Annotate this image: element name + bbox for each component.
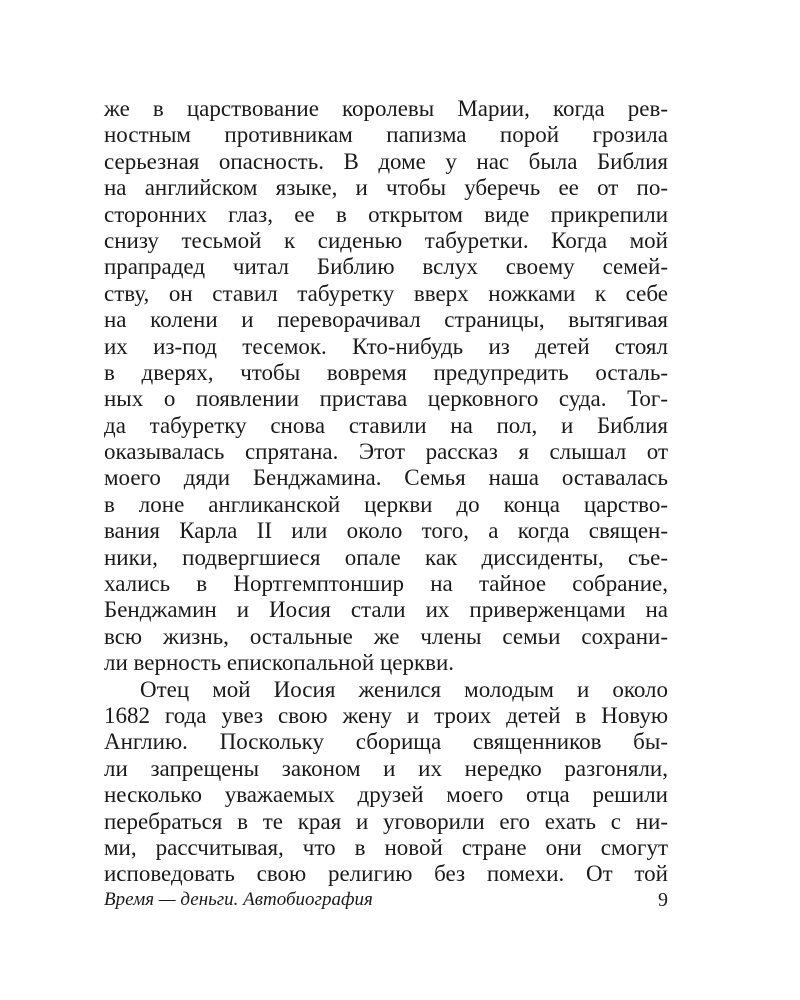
text-line: исповедовать свою религию без помехи. От той	[104, 861, 668, 887]
text-line: 1682 года увез свою жену и троих детей в Новую	[104, 702, 668, 728]
text-line: ли запрещены законом и их нередко разгоняли,	[104, 755, 668, 781]
running-title: Время — деньги. Автобиография	[104, 889, 373, 910]
body-text	[104, 96, 668, 888]
text-line: сторонних глаз, ее в открытом виде прикрепили	[104, 201, 668, 227]
text-line: вания Карла II или около того, а когда священ-	[104, 518, 668, 544]
page-footer	[104, 886, 668, 914]
text-line: снизу тесьмой к сиденью табуретки. Когда мой	[104, 227, 668, 253]
text-line: ники, подвергшиеся опале как диссиденты, съе-	[104, 544, 668, 570]
text-line: Бенджамин и Иосия стали их приверженцами на	[104, 597, 668, 623]
text-line: ми, рассчитывая, что в новой стране они смогут	[104, 834, 668, 860]
text-line: на колени и переворачивал страницы, вытягивая	[104, 307, 668, 333]
text-line-paragraph-start: Отец мой Иосия женился молодым и около	[140, 676, 668, 702]
text-line: Англию. Поскольку сборища священников бы-	[104, 729, 668, 755]
text-line: всю жизнь, остальные же члены семьи сохрани-	[104, 623, 668, 649]
text-line: хались в Нортгемптоншир на тайное собрание,	[104, 571, 668, 597]
text-line: в дверях, чтобы вовремя предупредить осталь-	[104, 359, 668, 385]
text-line-paragraph-end: ли верность епископальной церкви.	[104, 650, 455, 676]
page-number: 9	[658, 889, 668, 911]
text-line: ных о появлении пристава церковного суда. Тог-	[104, 386, 668, 412]
text-line: серьезная опасность. В доме у нас была Библия	[104, 148, 668, 174]
text-line: перебраться в те края и уговорили его ехать с ни-	[104, 808, 668, 834]
text-line: несколько уважаемых друзей моего отца решили	[104, 782, 668, 808]
text-line: ностным противникам папизма порой грозила	[104, 122, 668, 148]
text-line: их из-под тесемок. Кто-нибудь из детей стоял	[104, 333, 668, 359]
text-line: моего дяди Бенджамина. Семья наша оставалась	[104, 465, 668, 491]
text-line: прапрадед читал Библию вслух своему семей-	[104, 254, 668, 280]
text-line: оказывалась спрятана. Этот рассказ я слышал от	[104, 439, 668, 465]
text-line: на английском языке, и чтобы уберечь ее от по-	[104, 175, 668, 201]
text-line: в лоне англиканской церкви до конца царство-	[104, 491, 668, 517]
text-line: же в царствование королевы Марии, когда рев-	[104, 96, 668, 121]
text-line: да табуретку снова ставили на пол, и Библия	[104, 412, 668, 438]
text-line: ству, он ставил табуретку вверх ножками к себе	[104, 280, 668, 306]
